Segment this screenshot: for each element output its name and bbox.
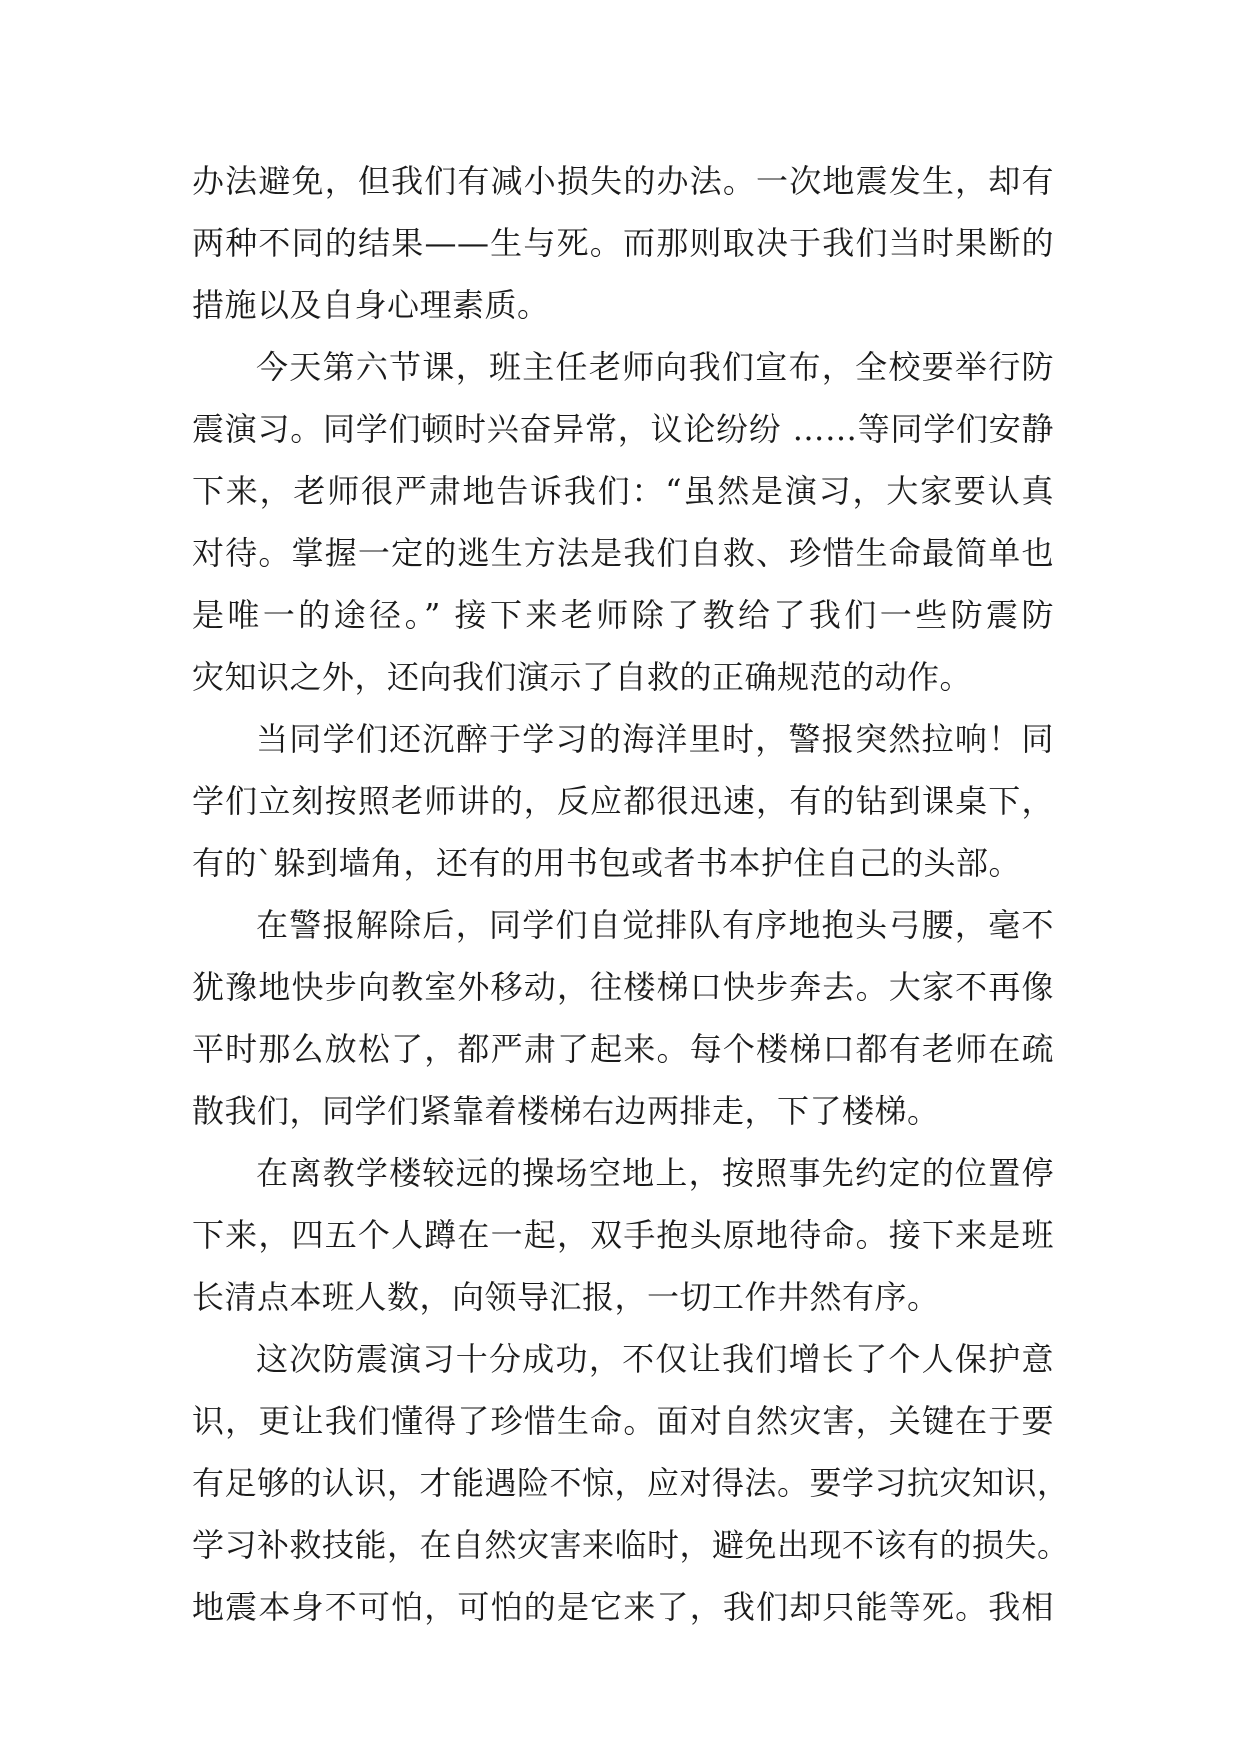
text-line: 震演习。同学们顿时兴奋异常，议论纷纷 ……等同学们安静 <box>192 410 1054 448</box>
text-line: 在警报解除后，同学们自觉排队有序地抱头弓腰，毫不 <box>256 906 1054 944</box>
text-line: 长清点本班人数，向领导汇报，一切工作井然有序。 <box>192 1278 940 1316</box>
document-body <box>192 150 1070 1638</box>
text-line: 办法避免，但我们有减小损失的办法。一次地震发生，却有 <box>192 162 1054 200</box>
text-line: 两种不同的结果——生与死。而那则取决于我们当时果断的 <box>192 224 1054 262</box>
text-line: 措施以及自身心理素质。 <box>192 286 550 324</box>
text-line: 当同学们还沉醉于学习的海洋里时，警报突然拉响！同 <box>256 720 1054 758</box>
text-line: 今天第六节课，班主任老师向我们宣布，全校要举行防 <box>256 348 1054 386</box>
text-line: 学习补救技能，在自然灾害来临时，避免出现不该有的损失。 <box>192 1526 1070 1564</box>
text-line: 在离教学楼较远的操场空地上，按照事先约定的位置停 <box>256 1154 1054 1192</box>
text-line: 散我们，同学们紧靠着楼梯右边两排走，下了楼梯。 <box>192 1092 940 1130</box>
text-line: 是唯一的途径。” 接下来老师除了教给了我们一些防震防 <box>192 596 1054 634</box>
text-line: 对待。掌握一定的逃生方法是我们自救、珍惜生命最简单也 <box>192 534 1054 572</box>
text-line: 平时那么放松了，都严肃了起来。每个楼梯口都有老师在疏 <box>192 1030 1054 1068</box>
text-line: 灾知识之外，还向我们演示了自救的正确规范的动作。 <box>192 658 973 696</box>
text-line: 下来，老师很严肃地告诉我们：“虽然是演习，大家要认真 <box>192 472 1054 510</box>
text-line: 有足够的认识，才能遇险不惊，应对得法。要学习抗灾知识， <box>192 1464 1070 1502</box>
text-line: 下来，四五个人蹲在一起，双手抱头原地待命。接下来是班 <box>192 1216 1054 1254</box>
text-line: 地震本身不可怕，可怕的是它来了，我们却只能等死。我相 <box>192 1588 1054 1626</box>
text-line: 有的`躲到墙角，还有的用书包或者书本护住自己的头部。 <box>192 844 1022 882</box>
text-line: 识，更让我们懂得了珍惜生命。面对自然灾害，关键在于要 <box>192 1402 1054 1440</box>
text-line: 犹豫地快步向教室外移动，往楼梯口快步奔去。大家不再像 <box>192 968 1054 1006</box>
text-line: 学们立刻按照老师讲的，反应都很迅速，有的钻到课桌下， <box>192 782 1054 820</box>
text-line: 这次防震演习十分成功，不仅让我们增长了个人保护意 <box>256 1340 1054 1378</box>
